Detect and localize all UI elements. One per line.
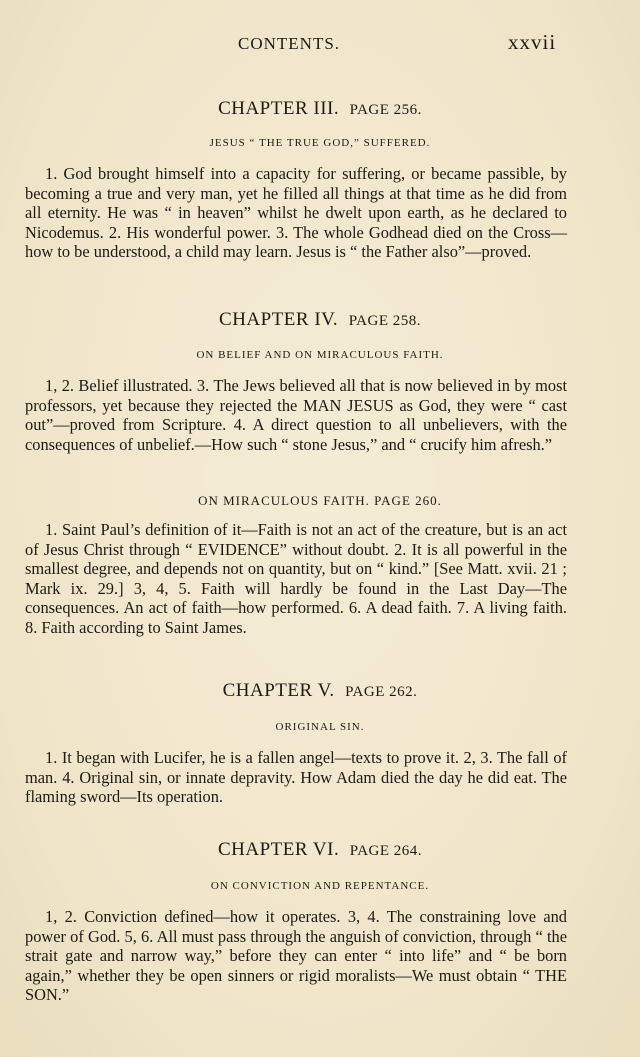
- chapter-page-ref: PAGE 262.: [345, 684, 418, 700]
- page-number: xxvii: [508, 30, 557, 54]
- chapter-page-ref: PAGE 258.: [348, 313, 421, 329]
- chapter-subtitle: JESUS “ THE TRUE GOD,” SUFFERED.: [209, 137, 431, 149]
- chapter-subtitle: ORIGINAL SIN.: [275, 721, 365, 733]
- running-head-title: CONTENTS.: [238, 34, 341, 53]
- chapter-title: CHAPTER V.: [222, 680, 335, 701]
- subsection-summary: 1. Saint Paul’s definition of it—Faith is not an act of the creature, but is an act of Jesus Christ through “ EVIDENCE” without doubt. 2. It is all powerful in the smallest degree, and depends not on quantity, but on “ kind.” [See Matt. xvii. 21 ; Mark ix. 29.] 3, 4, 5. Faith will hardly be found in the Last Day—The consequences. An act of faith—how performed. 6. A dead faith. 7. A living faith. 8. Faith according to Saint James.: [25, 520, 567, 637]
- chapter-heading: [0, 98, 640, 120]
- chapter-heading: [0, 680, 640, 702]
- chapter-summary: 1. God brought himself into a capacity for suffering, or became passible, by becoming a true and very man, yet he filled all things at that time as he did from all eternity. He was “ in heaven” whilst he dwelt upon earth, as he declared to Nicodemus. 2. His wonderful power. 3. The whole Godhead died on the Cross—how to be understood, a child may learn. Jesus is “ the Father also”—proved.: [25, 164, 567, 262]
- chapter-heading: [0, 309, 640, 331]
- chapter-subtitle: ON BELIEF AND ON MIRACULOUS FAITH.: [196, 349, 444, 361]
- subsection-heading: ON MIRACULOUS FAITH. PAGE 260.: [198, 493, 442, 508]
- chapter-subtitle: ON CONVICTION AND REPENTANCE.: [210, 880, 430, 892]
- chapter-summary: 1, 2. Belief illustrated. 3. The Jews believed all that is now believed in by most professors, yet because they rejected the MAN JESUS as God, they were “ cast out”—proved from Scripture. 4. A direct question to all unbelievers, with the consequences of unbelief.—How such “ stone Jesus,” and “ crucify him afresh.”: [25, 376, 567, 454]
- running-head: [0, 30, 640, 60]
- chapter-title: CHAPTER VI.: [217, 839, 340, 860]
- chapter-summary: 1. It began with Lucifer, he is a fallen angel—texts to prove it. 2, 3. The fall of man. 4. Original sin, or innate depravity. How Adam died the day he did eat. The flaming sword—Its operation.: [25, 748, 567, 807]
- chapter-heading: [0, 839, 640, 861]
- chapter-title: CHAPTER IV.: [219, 309, 339, 330]
- chapter-summary: 1, 2. Conviction defined—how it operates. 3, 4. The constraining love and power of God. 5, 6. All must pass through the anguish of conviction, through “ the strait gate and narrow way,” before they can enter “ into life” and “ be born again,” whether they be open sinners or rigid moralists—We must obtain “ THE SON.”: [25, 907, 567, 1005]
- chapter-page-ref: PAGE 264.: [349, 843, 423, 859]
- chapter-title: CHAPTER III.: [218, 98, 340, 119]
- chapter-page-ref: PAGE 256.: [349, 102, 422, 118]
